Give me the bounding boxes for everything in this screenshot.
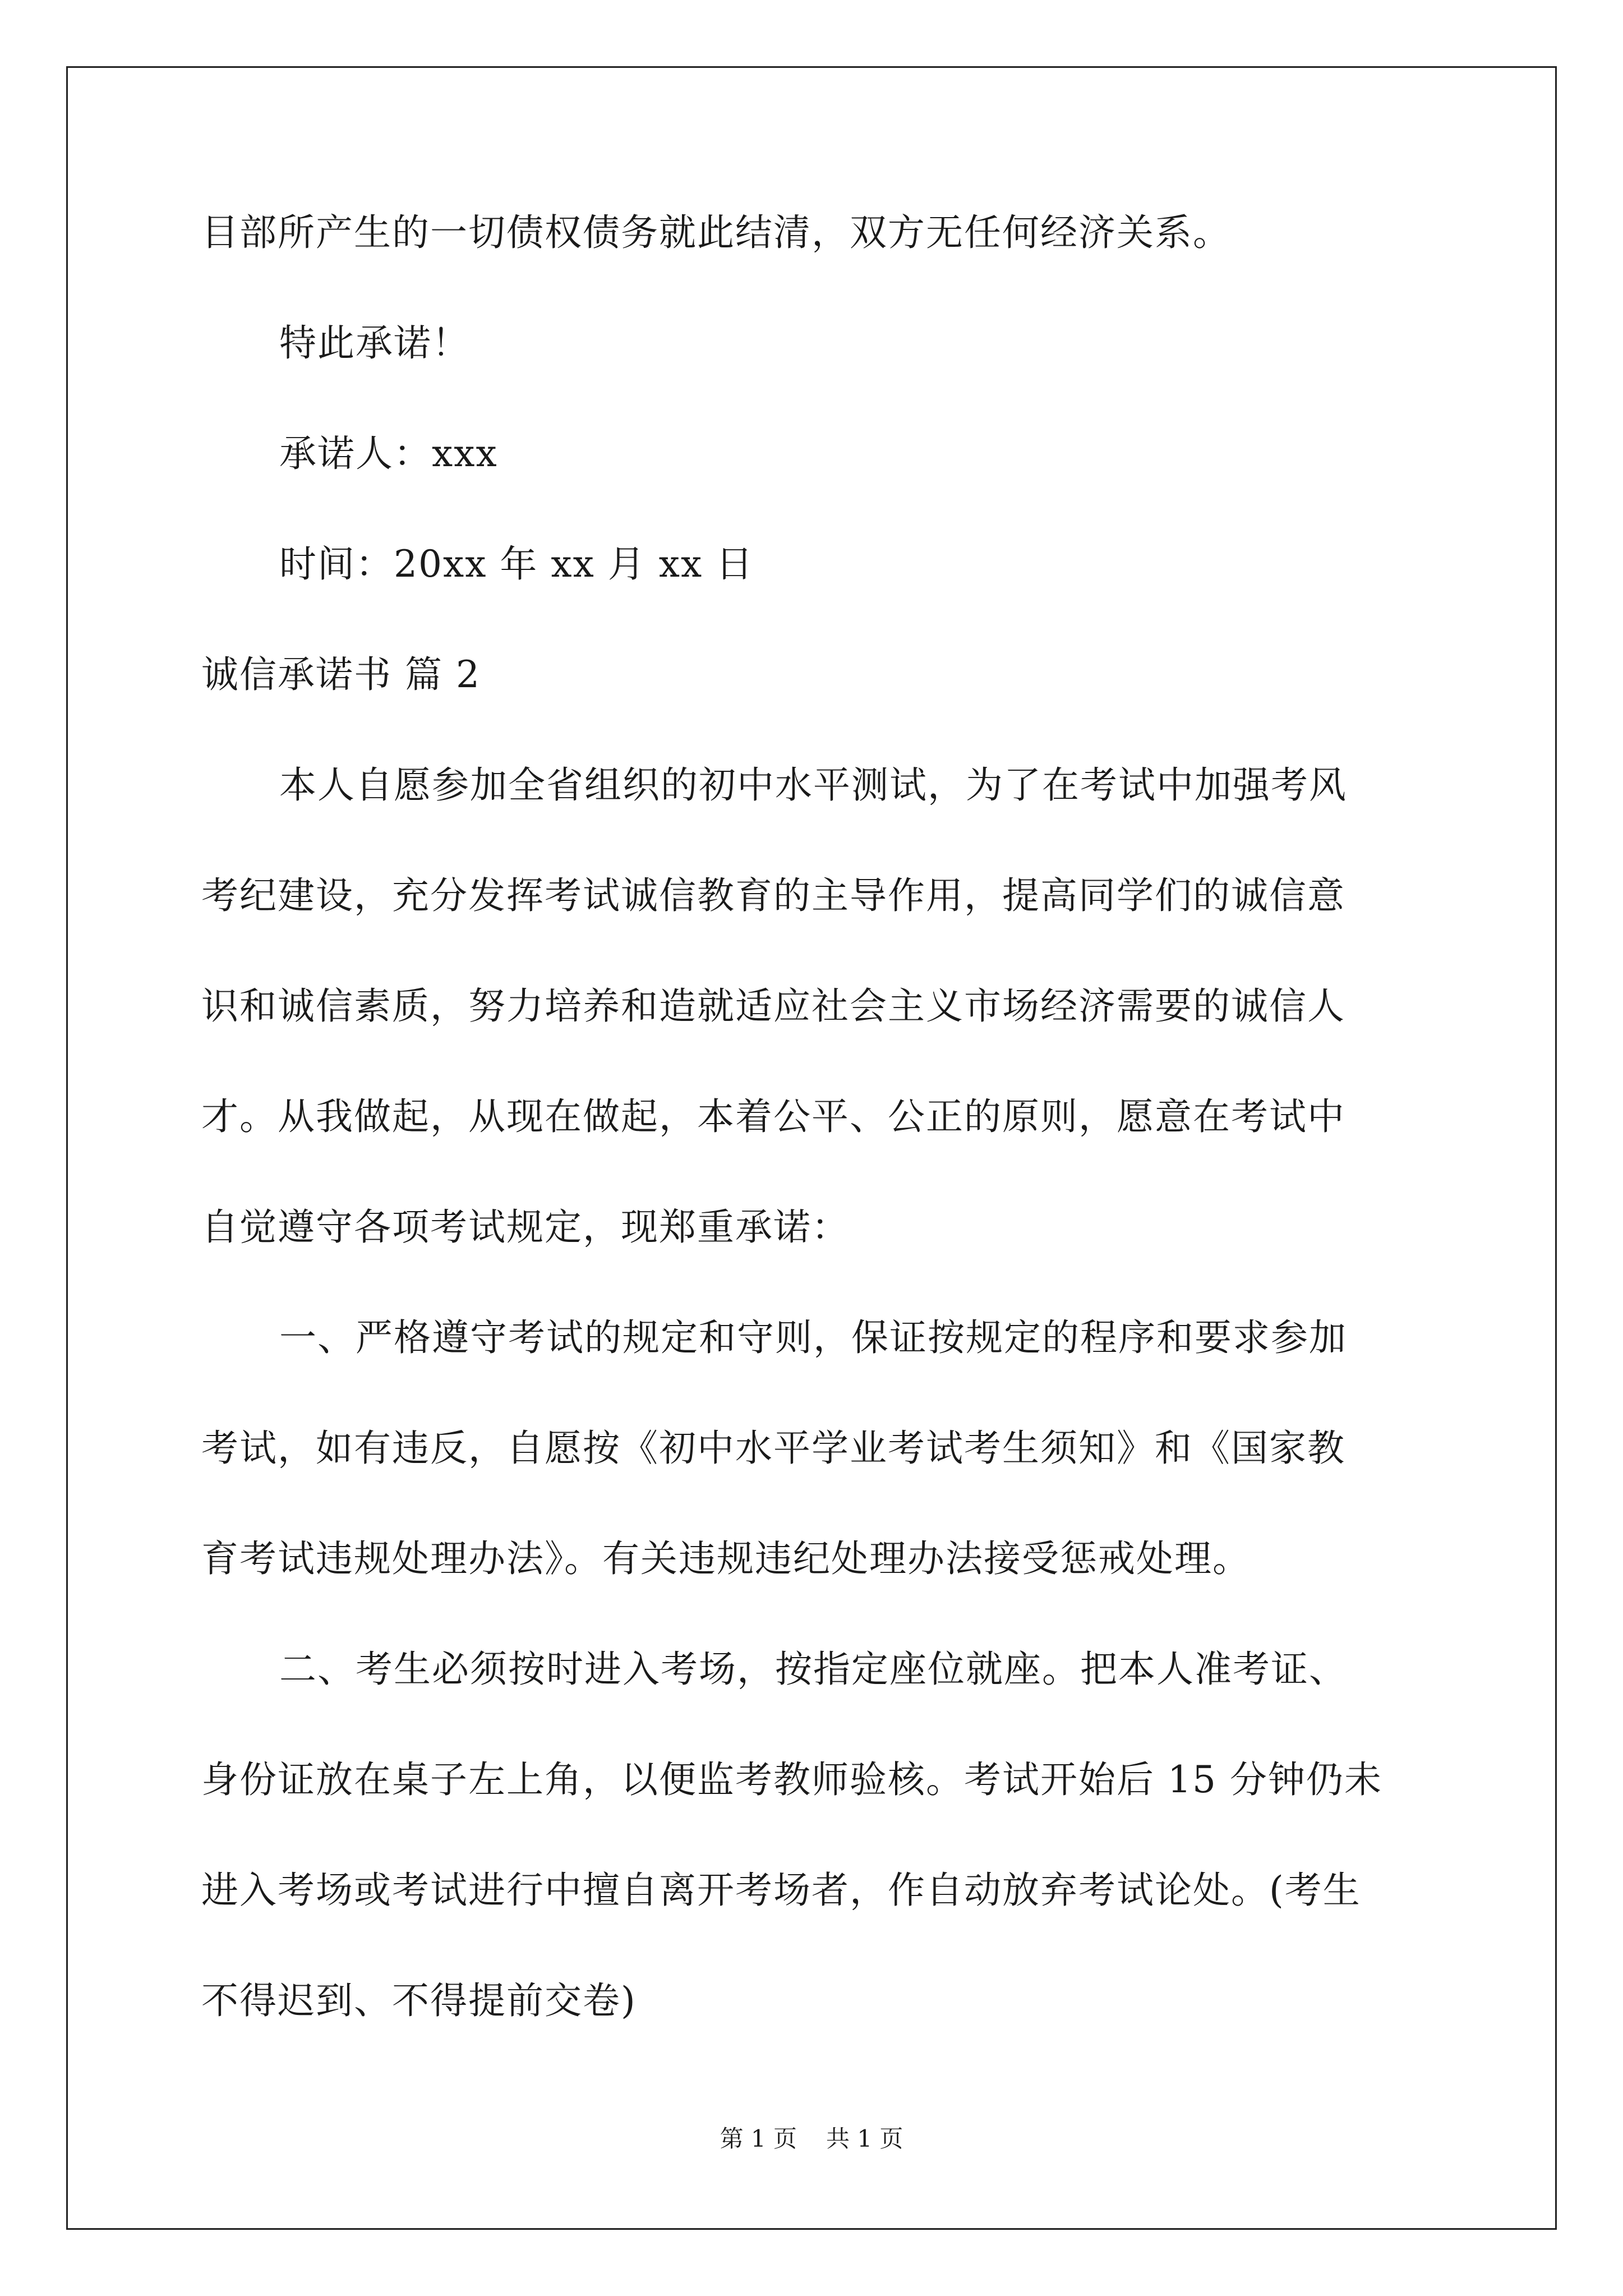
page-footer	[0, 2127, 1623, 2151]
date-line: 时间：20xx 年 xx 月 xx 日	[279, 542, 754, 586]
text-line: 考纪建设，充分发挥考试诚信教育的主导作用，提高同学们的诚信意	[201, 874, 1345, 917]
page-count: 共 1 页	[826, 2125, 903, 2152]
text-line: 一、严格遵守考试的规定和守则，保证按规定的程序和要求参加	[279, 1316, 1347, 1359]
text-line: 二、考生必须按时进入考场，按指定座位就座。把本人准考证、	[279, 1648, 1347, 1691]
text-line: 考试，如有违反，自愿按《初中水平学业考试考生须知》和《国家教	[201, 1427, 1345, 1470]
text-line: 自觉遵守各项考试规定，现郑重承诺：	[201, 1205, 850, 1249]
text-line: 才。从我做起，从现在做起，本着公平、公正的原则，愿意在考试中	[201, 1095, 1345, 1138]
text-line: 目部所产生的一切债权债务就此结清，双方无任何经济关系。	[201, 211, 1231, 254]
closing-statement: 特此承诺！	[279, 321, 470, 365]
document-body	[201, 211, 1424, 2093]
text-line: 育考试违规处理办法》。有关违规违纪处理办法接受惩戒处理。	[201, 1537, 1251, 1580]
text-line: 识和诚信素质，努力培养和造就适应社会主义市场经济需要的诚信人	[201, 984, 1345, 1028]
text-line: 不得迟到、不得提前交卷)	[201, 1979, 637, 2022]
section-heading: 诚信承诺书 篇 2	[201, 653, 481, 696]
page-number: 第 1 页	[720, 2125, 797, 2152]
text-line: 进入考场或考试进行中擅自离开考场者，作自动放弃考试论处。(考生	[201, 1869, 1361, 1912]
text-line: 身份证放在桌子左上角，以便监考教师验核。考试开始后 15 分钟仍未	[201, 1758, 1382, 1801]
signatory-line: 承诺人：xxx	[279, 432, 498, 475]
text-line: 本人自愿参加全省组织的初中水平测试，为了在考试中加强考风	[279, 763, 1347, 807]
